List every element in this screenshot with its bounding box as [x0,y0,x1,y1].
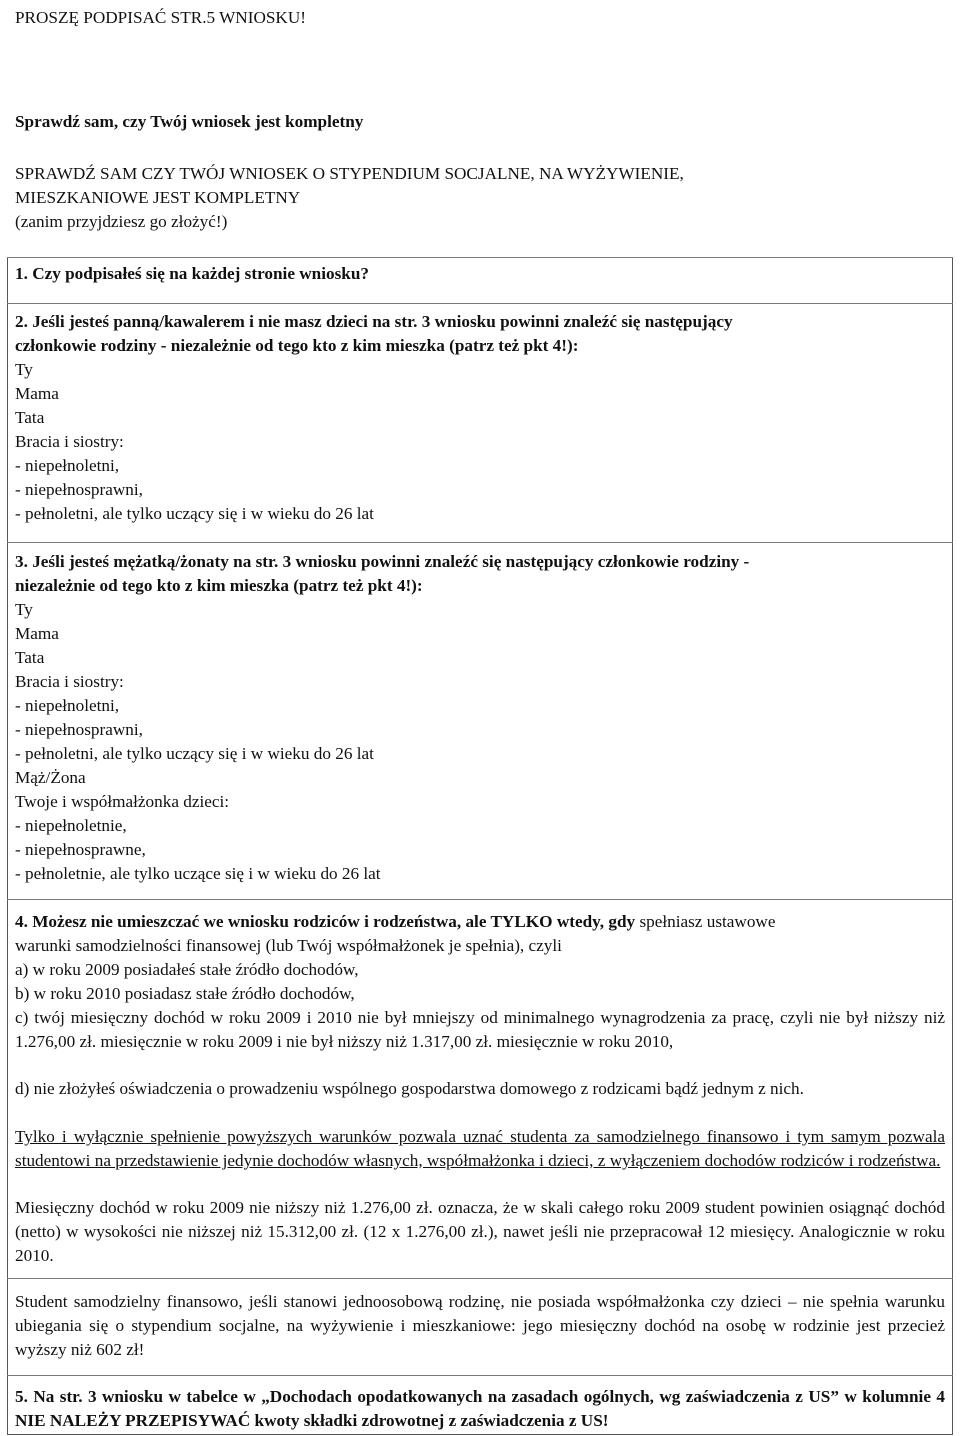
divider-3 [7,899,953,900]
list-item: - pełnoletnie, ale tylko uczące się i w wieku do 26 lat [15,864,381,883]
list-item: - niepełnosprawni, [15,720,143,739]
list-item: - pełnoletni, ale tylko uczący się i w wieku do 26 lat [15,504,374,523]
condition-d: d) nie złożyłeś oświadczenia o prowadzeniu wspólnego gospodarstwa domowego z rodzicami bądź jednym z nich. [15,1079,804,1098]
list-item: Mama [15,624,59,643]
divider-4 [7,1278,953,1279]
question-4-line-1: 4. Możesz nie umieszczać we wniosku rodziców i rodzeństwa, ale TYLKO wtedy, gdy spełniasz ustawowe [15,912,776,931]
question-3-line-1: 3. Jeśli jesteś mężatką/żonaty na str. 3 wniosku powinni znaleźć się następujący członkowie rodziny - [15,552,750,571]
list-item: Twoje i współmałżonka dzieci: [15,792,230,811]
student-note: Student samodzielny finansowo, jeśli stanowi jednoosobową rodzinę, nie posiada współmałżonka czy dzieci – nie spełnia warunku ubiegania się o stypendium socjalne, na wyżywienie i mieszkaniowe: jego miesięczny dochód na osobę w rodzinie jest przecież wyższy niż 602 zł! [15,1292,945,1359]
underlined-note: Tylko i wyłącznie spełnienie powyższych warunków pozwala uznać studenta za samodzielnego finansowo i tym samym pozwala studentowi na przedstawienie jedynie dochodów własnych, współmałżonka i dzieci, z wyłączeniem dochodów rodziców i rodzeństwa. [15,1127,945,1170]
list-item: Mama [15,384,59,403]
question-1: 1. Czy podpisałeś się na każdej stronie wniosku? [15,264,369,283]
condition-c: c) twój miesięczny dochód w roku 2009 i 2010 nie był mniejszy od minimalnego wynagrodzenia za pracę, czyli nie był niższy niż 1.276,00 zł. miesięcznie w roku 2009 i nie był niższy niż 1.317,00 zł. miesięcznie w roku 2010, [15,1008,945,1051]
list-item: Ty [15,360,33,379]
list-item: Mąż/Żona [15,768,86,787]
list-item: Bracia i siostry: [15,432,124,451]
list-item: - niepełnosprawni, [15,480,143,499]
list-item: - niepełnoletni, [15,456,120,475]
question-2-line-2: członkowie rodziny - niezależnie od tego kto z kim mieszka (patrz też pkt 4!): [15,336,579,355]
question-2-line-1: 2. Jeśli jesteś panną/kawalerem i nie masz dzieci na str. 3 wniosku powinni znaleźć się następujący [15,312,733,331]
question-4-line-2: warunki samodzielności finansowej (lub Twój współmałżonek je spełnia), czyli [15,936,562,955]
list-item: Tata [15,408,45,427]
divider-2 [7,542,953,543]
question-3-line-2: niezależnie od tego kto z kim mieszka (patrz też pkt 4!): [15,576,423,595]
divider-top [7,257,953,258]
subtitle-line-2: MIESZKANIOWE JEST KOMPLETNY [15,188,301,207]
question-5: 5. Na str. 3 wniosku w tabelce w „Dochodach opodatkowanych na zasadach ogólnych, wg zaświadczenia z US” w kolumnie 4 NIE NALEŻY PRZEPISYWAĆ kwoty składki zdrowotnej z zaświadczenia z US! [15,1387,945,1430]
divider-5 [7,1375,953,1376]
list-item: - pełnoletni, ale tylko uczący się i w wieku do 26 lat [15,744,374,763]
income-note: Miesięczny dochód w roku 2009 nie niższy niż 1.276,00 zł. oznacza, że w skali całego roku 2009 student powinien osiągnąć dochód (netto) w wysokości nie niższej niż 15.312,00 zł. (12 x 1.276,00 zł.), nawet jeśli nie przepracował 12 miesięcy. Analogicznie w roku 2010. [15,1198,945,1265]
condition-a: a) w roku 2009 posiadałeś stałe źródło dochodów, [15,960,359,979]
list-item: Ty [15,600,33,619]
list-item: Tata [15,648,45,667]
divider-1 [7,303,953,304]
list-item: Bracia i siostry: [15,672,124,691]
list-item: - niepełnoletni, [15,696,120,715]
page-title: Sprawdź sam, czy Twój wniosek jest kompletny [15,112,364,131]
subtitle-line-3: (zanim przyjdziesz go złożyć!) [15,212,228,231]
list-item: - niepełnosprawne, [15,840,146,859]
subtitle-line-1: SPRAWDŹ SAM CZY TWÓJ WNIOSEK O STYPENDIUM SOCJALNE, NA WYŻYWIENIE, [15,164,684,183]
list-item: - niepełnoletnie, [15,816,127,835]
condition-b: b) w roku 2010 posiadasz stałe źródło dochodów, [15,984,355,1003]
top-notice: PROSZĘ PODPISAĆ STR.5 WNIOSKU! [15,8,306,27]
